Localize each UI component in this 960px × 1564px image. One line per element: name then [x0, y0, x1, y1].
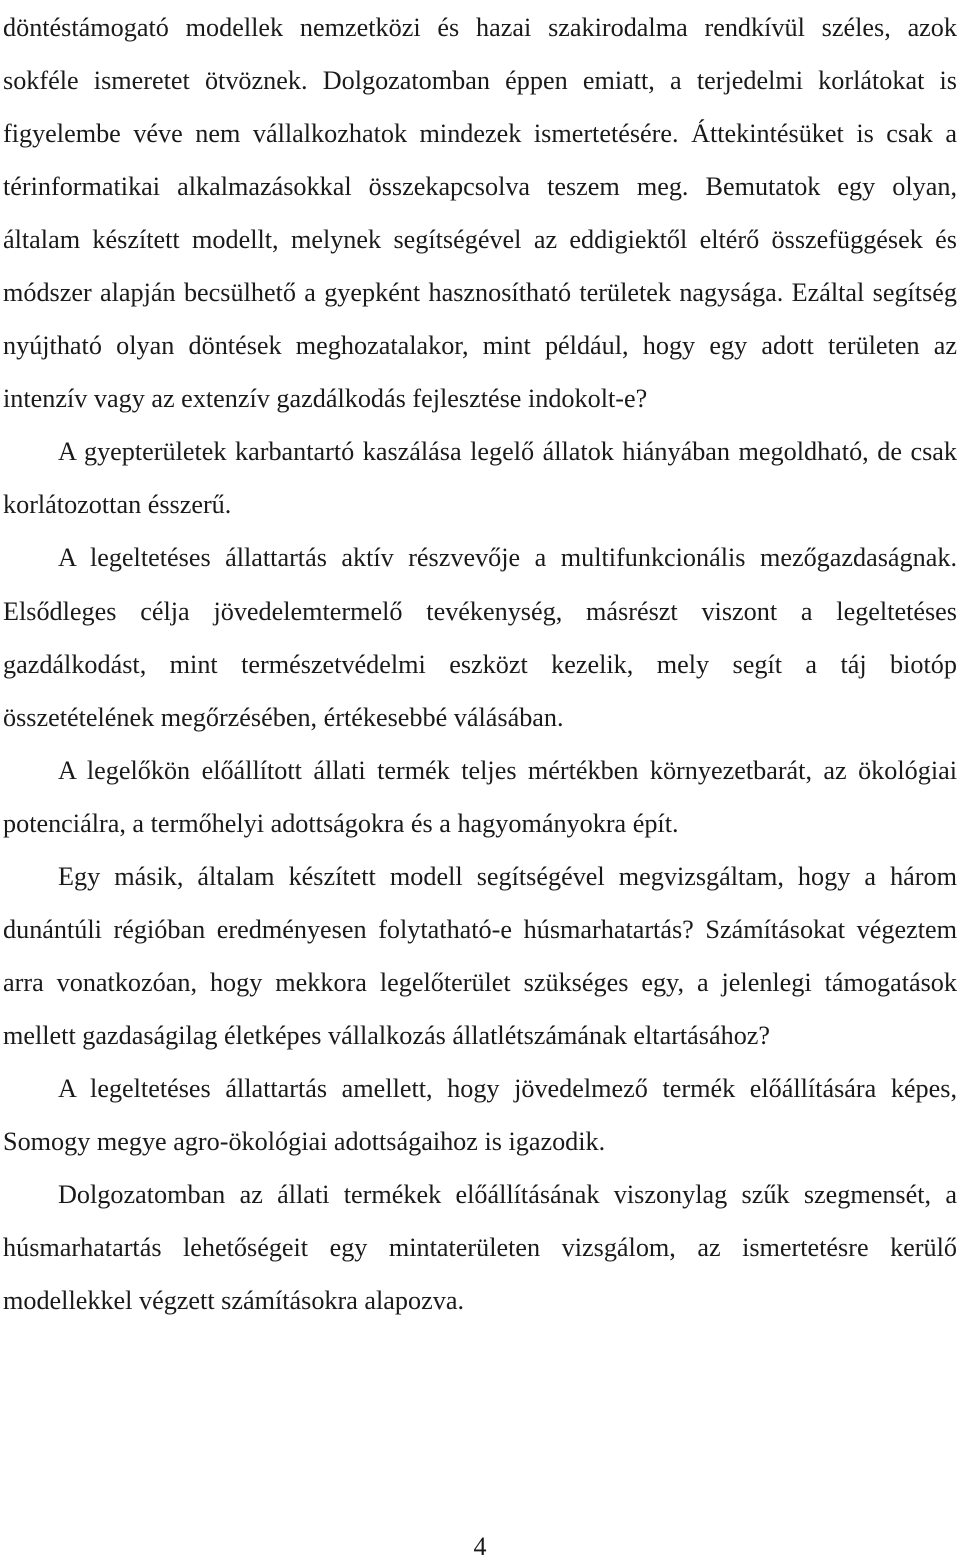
paragraph-7: Dolgozatomban az állati termékek előállításának viszonylag szűk szegmensét, a húsmarhatartás lehetőségeit egy mintaterületen vizsgálom, az ismertetésre kerülő modellekkel végzett számításokra alapozva. [3, 1180, 957, 1316]
page-number: 4 [473, 1532, 487, 1561]
paragraph-1: döntéstámogató modellek nemzetközi és hazai szakirodalma rendkívül széles, azok sokféle ismeretet ötvöznek. Dolgozatomban éppen emiatt, a terjedelmi korlátokat is figyelembe véve nem vállalkozhatok mindezek ismertetésére. Áttekintésüket is csak a térinformatikai alkalmazásokkal összekapcsolva teszem meg. Bemutatok egy olyan, általam készített modellt, melynek segítségével az eddigiektől eltérő összefüggések és módszer alapján becsülhető a gyepként hasznosítható területek nagysága. Ezáltal segítség nyújtható olyan döntések meghozatalakor, mint például, hogy egy adott területen az intenzív vagy az extenzív gazdálkodás fejlesztése indokolt-e? [3, 13, 957, 414]
paragraph-5: Egy másik, általam készített modell segítségével megvizsgáltam, hogy a három dunántúli régióban eredményesen folytatható-e húsmarhatartás? Számításokat végeztem arra vonatkozóan, hogy mekkora legelőterület szükséges egy, a jelenlegi támogatások mellett gazdaságilag életképes vállalkozás állatlétszámának eltartásához? [3, 861, 957, 1050]
paragraph-4: A legelőkön előállított állati termék teljes mértékben környezetbarát, az ökológiai potenciálra, a termőhelyi adottságokra és a hagyományokra épít. [3, 755, 957, 838]
paragraph-2: A gyepterületek karbantartó kaszálása legelő állatok hiányában megoldható, de csak korlátozottan ésszerű. [3, 437, 957, 520]
paragraph-6: A legeltetéses állattartás amellett, hogy jövedelmező termék előállítására képes, Somogy megye agro-ökológiai adottságaihoz is igazodik. [3, 1073, 957, 1156]
body-text [3, 1, 957, 1327]
paragraph-3: A legeltetéses állattartás aktív részvevője a multifunkcionális mezőgazdaságnak. Elsődleges célja jövedelemtermelő tevékenység, másrészt viszont a legeltetéses gazdálkodást, mint természetvédelmi eszközt kezelik, mely segít a táj biotóp összetételének megőrzésében, értékesebbé válásában. [3, 543, 957, 732]
